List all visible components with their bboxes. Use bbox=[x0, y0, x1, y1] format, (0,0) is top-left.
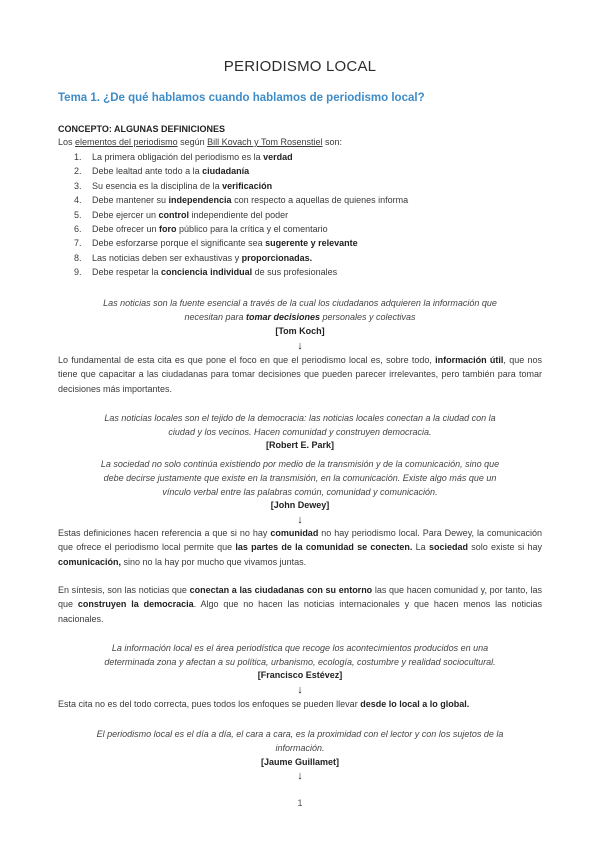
paragraph-sintesis: En síntesis, son las noticias que conectan a las ciudadanas con su entorno las que hacen comunidad y, por tanto, las que construyen la democracia. Algo que no hacen las noticias internacionales y que hacen menos las noticias nacionales. bbox=[58, 585, 542, 624]
page-title: PERIODISMO LOCAL bbox=[223, 58, 377, 75]
elements-list bbox=[58, 150, 408, 280]
arrow-down-icon: ↓ bbox=[297, 340, 303, 352]
list-item: 4. Debe mantener su independencia con respecto a aquellas de quienes informa bbox=[74, 195, 409, 206]
page-number: 1 bbox=[297, 798, 303, 808]
arrow-down-icon: ↓ bbox=[297, 514, 303, 526]
quote-park: Las noticias locales son el tejido de la democracia: las noticias locales conectan a la ciudad con la ciudad y los vecinos. Hacen comunidad y construyen democracia. bbox=[104, 413, 496, 437]
quote-guillamet: El periodismo local es el día a día, el cara a cara, es la proximidad con el lector y con los sujetos de la información. bbox=[96, 729, 504, 753]
list-item: 3. Su esencia es la disciplina de la verificación bbox=[74, 180, 273, 191]
quote-dewey: La sociedad no solo continúa existiendo por medio de la transmisión y de la comunicación, sino que debe decirse justamente que existe en la transmisión, en la comunicación. Existe algo más que un vínculo verbal entre las palabras común, comunidad y comunicación. bbox=[100, 459, 500, 497]
quote-author-koch: [Tom Koch] bbox=[275, 326, 325, 336]
elements-intro: Los elementos del periodismo según Bill Kovach y Tom Rosenstiel son: bbox=[58, 137, 343, 147]
list-item: 6. Debe ofrecer un foro público para la crítica y el comentario bbox=[74, 224, 328, 235]
paragraph-informacion-util: Lo fundamental de esta cita es que pone el foco en que el periodismo local es, sobre todo, información útil, que nos tiene que capacitar a las ciudadanas para tomar decisiones que pueden parecer irrelevantes, pero también para tomar decisiones más importantes. bbox=[58, 355, 542, 394]
quote-estevez: La información local es el área periodística que recoge los acontecimientos producidos en una determinada zona y afectan a su política, urbanismo, ecología, costumbre y realidad sociocultural. bbox=[104, 643, 496, 667]
list-item: 2. Debe lealtad ante todo a la ciudadanía bbox=[74, 166, 250, 177]
quote-koch: Las noticias son la fuente esencial a través de la cual los ciudadanos adquieren la información que necesitan para tomar decisiones personales y colectivas bbox=[103, 298, 497, 322]
quote-author-park: [Robert E. Park] bbox=[265, 440, 334, 450]
intro-link-authors: Bill Kovach y Tom Rosenstiel bbox=[207, 137, 323, 147]
arrow-down-icon: ↓ bbox=[297, 684, 303, 696]
intro-link-elements: elementos del periodismo bbox=[75, 137, 178, 147]
list-item: 8. Las noticias deben ser exhaustivas y proporcionadas. bbox=[74, 252, 313, 263]
theme-heading: Tema 1. ¿De qué hablamos cuando hablamos de periodismo local? bbox=[58, 92, 425, 104]
concept-heading: CONCEPTO: ALGUNAS DEFINICIONES bbox=[58, 124, 226, 134]
list-item: 9. Debe respetar la conciencia individual de sus profesionales bbox=[74, 267, 338, 278]
list-item: 5. Debe ejercer un control independiente del poder bbox=[74, 209, 289, 220]
list-item: 1. La primera obligación del periodismo es la verdad bbox=[74, 152, 293, 162]
paragraph-local-global: Esta cita no es del todo correcta, pues todos los enfoques se pueden llevar desde lo local a lo global. bbox=[58, 699, 470, 709]
quote-author-dewey: [John Dewey] bbox=[270, 500, 330, 510]
arrow-down-icon: ↓ bbox=[297, 770, 303, 782]
quote-author-guillamet: [Jaume Guillamet] bbox=[260, 757, 340, 767]
list-item: 7. Debe esforzarse porque el significante sea sugerente y relevante bbox=[74, 238, 358, 249]
paragraph-comunidad: Estas definiciones hacen referencia a que si no hay comunidad no hay periodismo local. Para Dewey, la comunicación que ofrece el periodismo local permite que las partes de la comunidad se conecten. La sociedad solo existe si hay comunicación, sino no la hay por mucho que vivamos juntas. bbox=[58, 528, 542, 567]
quote-author-estevez: [Francisco Estévez] bbox=[257, 670, 343, 680]
